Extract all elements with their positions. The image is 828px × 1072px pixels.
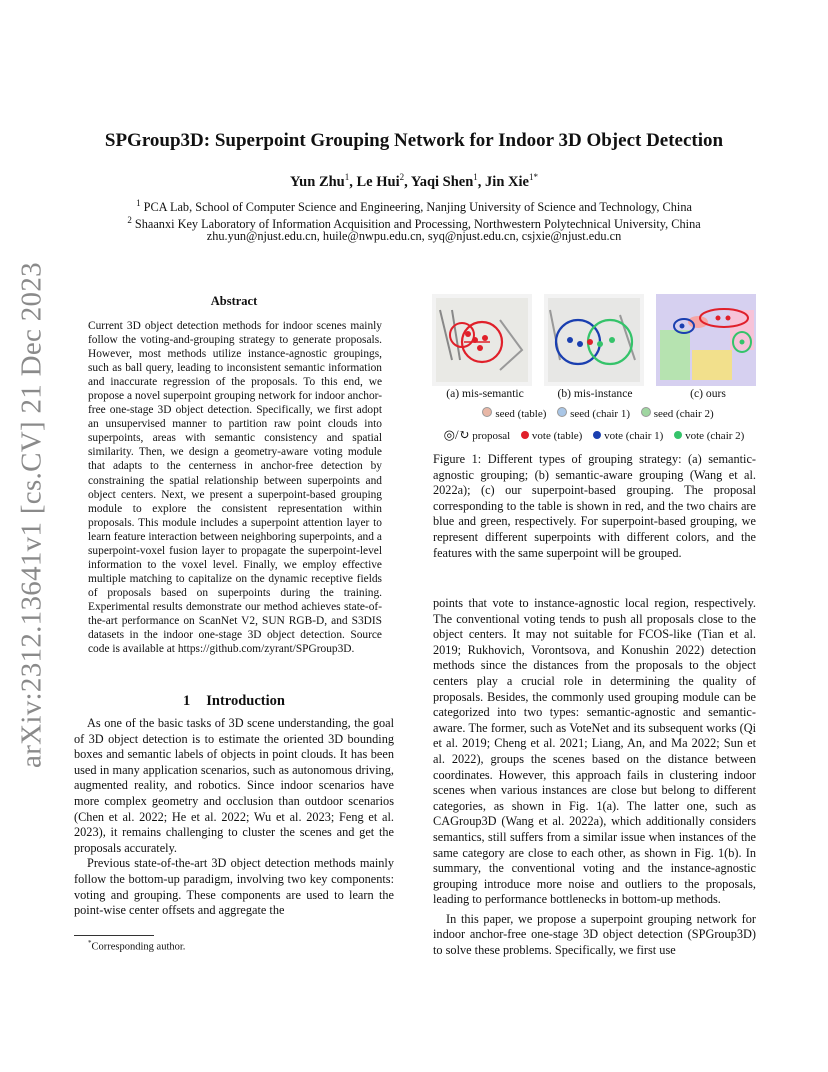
figure-legend-row-1 (430, 407, 758, 420)
section-title: Introduction (206, 693, 285, 709)
author-name: Le Hui (356, 173, 400, 190)
legend-dot (674, 431, 682, 439)
paragraph: As one of the basic tasks of 3D scene understanding, the goal of 3D object detection is to estimate the oriented 3D bounding boxes and semantic labels of objects in point clouds. It has been used in many application scenarios, such as autonomous driving, augmented reality, and robotics. Since indoor scenarios have more complex geometry and occlusion than outdoor scenarios (Chen et al. 2022; He et al. 2022; Wu et al. 2023; Feng et al. 2023), it remains challenging to cluster the scenes and get the proposals accurately. (74, 716, 394, 855)
legend-dot (521, 431, 529, 439)
legend-label: proposal (472, 430, 511, 442)
author-sup: 1 (344, 172, 350, 182)
footnote-mark: * (88, 939, 92, 947)
arxiv-id: arXiv:2312.13641v1 [cs.CV] 21 Dec 2023 (15, 262, 48, 768)
figure-subcaption: (b) mis-instance (557, 387, 633, 400)
figure-panel-b (544, 294, 644, 386)
author-name: Jin Xie (485, 173, 529, 190)
figure-panel-a (432, 294, 532, 386)
affiliation-sup: 2 (127, 215, 132, 225)
figure-subcaption: (c) ours (690, 387, 726, 400)
author-sup: 2 (399, 172, 405, 182)
arxiv-stamp (10, 262, 54, 768)
author-emails: zhu.yun@njust.edu.cn, huile@nwpu.edu.cn, syq@njust.edu.cn, csjxie@njust.edu.cn (206, 229, 622, 243)
paragraph: In this paper, we propose a superpoint grouping network for indoor anchor-free one-stage 3D object detection (SPGroup3D) to solve these problems. Specifically, we first use (433, 911, 756, 958)
author-sup: 1 (473, 172, 478, 182)
footnote-text: Corresponding author. (91, 941, 186, 953)
author-list: Yun Zhu$^1$, Le Hui$^2$, Yaqi Shen$^1$, Jin Xie$^{1*}$ (290, 172, 538, 190)
abstract-heading: Abstract (210, 294, 258, 308)
affiliation-text: Shaanxi Key Laboratory of Information Acquisition and Processing, Northwestern Polytechnical University, China (134, 217, 701, 232)
legend-label: seed (chair 2) (653, 408, 714, 420)
figure-panel-c (656, 294, 756, 386)
left-column-body (74, 716, 394, 919)
affiliation-text: PCA Lab, School of Computer Science and Engineering, Nanjing University of Science and Technology, China (143, 200, 692, 215)
legend-label: vote (chair 2) (685, 430, 745, 442)
paragraph: Previous state-of-the-art 3D object detection methods mainly follow the bottom-up paradigm, involving two key components: voting and grouping. These components are used to learn the point-wise center offsets and aggregate the (74, 856, 394, 918)
footnote-rule (74, 935, 154, 936)
section-heading (74, 693, 394, 710)
right-column-body (433, 596, 756, 959)
legend-dot (482, 407, 492, 417)
author-sup: 1* (528, 172, 538, 182)
figure-subcaption: (a) mis-semantic (446, 387, 524, 400)
legend-label: seed (chair 1) (570, 408, 630, 420)
footnote (88, 939, 185, 953)
affiliation-sup: 1 (136, 198, 141, 208)
section-number: 1 (183, 693, 191, 709)
paper-title: SPGroup3D: Superpoint Grouping Network for Indoor 3D Object Detection (104, 130, 724, 151)
paragraph: points that vote to instance-agnostic local region, respectively. The conventional voting tends to push all proposals close to the object centers. It may not suitable for FCOS-like (Tian et al. 2019; Rukhovich, Vorontsova, and Konushin 2022) detection methods since the distances from the proposals to the object centers play a crucial role in determining the quality of proposals. Besides, the commonly used grouping module can be categorized into two types: semantic-agnostic and semantic-aware. The former, such as VoteNet and its subsequent works (Qi et al. 2019; Cheng et al. 2021; Liang, An, and Ma 2022; Sun et al. 2022), groups the scenes based on the distance between coordinates. However, this approach fails in clustering indoor scenes when various instances are close but belong to different categories, as shown in Fig. 1(a). The latter one, such as CAGroup3D (Wang et al. 2022a), which additionally considers semantics, still suffers from a similar issue when instances of the same category are close to each other, as shown in Fig. 1(b). In summary, the conventional voting and the instance-agnostic grouping introduce more noise and outliers to the proposals, leading to performance bottlenecks in bottom-up methods. (433, 596, 756, 907)
legend-label: vote (chair 1) (604, 430, 664, 442)
legend-dot (593, 431, 601, 439)
legend-label: seed (table) (495, 408, 547, 420)
legend-dot (641, 407, 651, 417)
legend-dot (557, 407, 567, 417)
proposal-icon: ◎/↻ (443, 427, 470, 442)
author-name: Yaqi Shen (410, 173, 474, 190)
figure-caption: Figure 1: Different types of grouping strategy: (a) semantic-agnostic grouping; (b) semantic-aware grouping (Wang et al. 2022a); (c) our superpoint-based grouping. The proposal corresponding to the table is shown in red, and the two chairs are blue and green, respectively. For superpoint-based grouping, we represent different superpoints with different colors, and the features with the same superpoint will be grouped. (433, 452, 756, 560)
author-name: Yun Zhu (290, 173, 345, 190)
legend-label: vote (table) (531, 430, 583, 442)
abstract-text: Current 3D object detection methods for indoor scenes mainly follow the voting-and-grouping strategy to generate proposals. However, most methods utilize instance-agnostic groupings, such as ball query, leading to inconsistent semantic information and inaccurate regression of the proposals. To this end, we propose a novel superpoint grouping network for indoor anchor-free one-stage 3D object detection. Specifically, we first adopt an unsupervised manner to partition raw point clouds into superpoints, areas with semantic consistency and spatial similarity. Then, we design a geometry-aware voting module that adapts to the centerness in anchor-free detection by constraining the spatial relationship between superpoints and object centers. Next, we present a superpoint-based grouping module to explore the consistent representation within proposals. This module includes a superpoint attention layer to learn feature interaction between neighboring superpoints, and a superpoint-voxel fusion layer to propagate the superpoint-level information to the voxel level. Finally, we employ effective multiple matching to capitalize on the dynamic receptive fields of proposals based on superpoints during the training. Experimental results demonstrate our method achieves state-of-the-art performance on ScanNet V2, SUN RGB-D, and S3DIS datasets in the indoor one-stage 3D object detection. Source code is available at https://github.com/zyrant/SPGroup3D. (88, 320, 382, 656)
figure-legend-row-2 (430, 427, 758, 443)
